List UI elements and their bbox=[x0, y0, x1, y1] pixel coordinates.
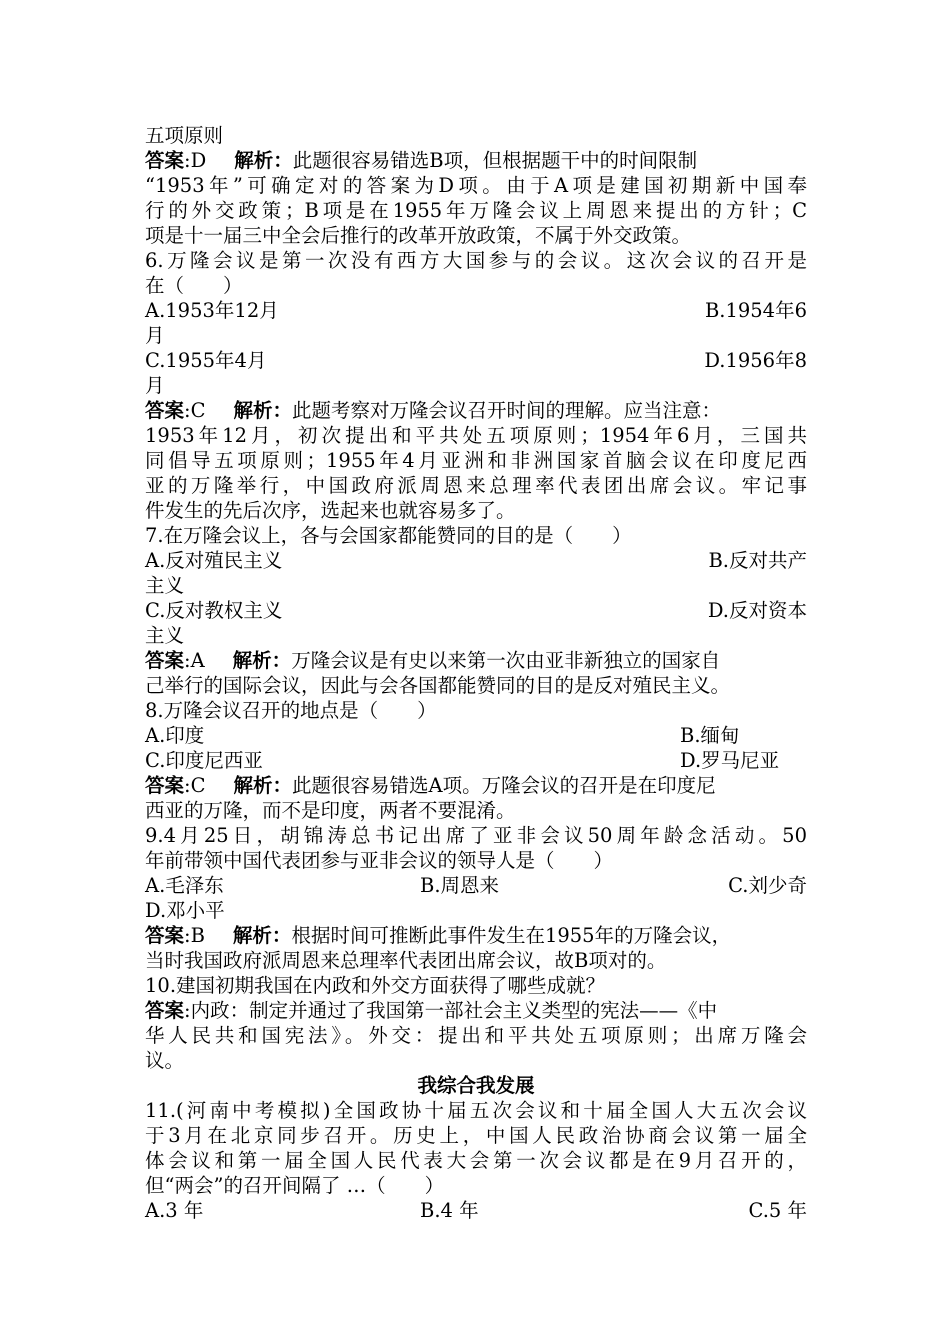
text-line: 己举行的国际会议，因此与会各国都能赞同的目的是反对殖民主义。 bbox=[145, 674, 731, 697]
option-d: D.1956年8 bbox=[704, 349, 807, 372]
option-d: D.邓小平 bbox=[145, 899, 225, 922]
explanation-label: 解析： bbox=[232, 649, 292, 672]
option-a: A.反对殖民主义 bbox=[145, 549, 283, 572]
question-line: 10.建国初期我国在内政和外交方面获得了哪些成就？ bbox=[145, 974, 606, 997]
answer-label: 答案 bbox=[145, 399, 185, 422]
explanation-text: 此题很容易错选A项。万隆会议的召开是在印度尼 bbox=[292, 774, 716, 797]
option-d: D.罗马尼亚 bbox=[680, 749, 780, 772]
answer-label: 答案 bbox=[145, 924, 185, 947]
options-row bbox=[145, 548, 807, 573]
explanation-label: 解析： bbox=[232, 924, 292, 947]
text-line: “1953年”可确定对的答案为D项。由于A项是建国初期新中国奉 bbox=[145, 174, 807, 197]
options-row bbox=[145, 348, 807, 373]
explanation-label: 解析： bbox=[234, 149, 293, 172]
text-line: 项是十一届三中全会后推行的改革开放政策，不属于外交政策。 bbox=[145, 224, 692, 247]
option-wrap: 月 bbox=[145, 374, 165, 397]
option-c: C.印度尼西亚 bbox=[145, 749, 263, 772]
options-row bbox=[145, 298, 807, 323]
question-line: 于3月在北京同步召开。历史上，中国人民政治协商会议第一届全 bbox=[145, 1124, 807, 1147]
option-b: B.1954年6 bbox=[704, 299, 807, 322]
option-wrap: 主义 bbox=[145, 574, 185, 597]
answer-label: 答案 bbox=[145, 774, 185, 797]
options-row bbox=[145, 748, 807, 773]
explanation-text: 万隆会议是有史以来第一次由亚非新独立的国家自 bbox=[291, 649, 721, 672]
answer-value: :A bbox=[184, 649, 205, 672]
text-line: 五项原则 bbox=[145, 124, 224, 147]
text-line: 华人民共和国宪法》。外交：提出和平共处五项原则；出席万隆会 bbox=[145, 1024, 807, 1047]
answer-value: :内政：制定并通过了我国第一部社会主义类型的宪法——《中 bbox=[184, 999, 718, 1022]
option-a: A.1953年12月 bbox=[145, 299, 279, 322]
option-c: C.1955年4月 bbox=[145, 349, 267, 372]
text-line: 件发生的先后次序，选起来也就容易多了。 bbox=[145, 499, 516, 522]
explanation-text: 此题很容易错选B项，但根据题干中的时间限制 bbox=[292, 149, 698, 172]
option-a: A.毛泽东 bbox=[145, 874, 224, 897]
options-row bbox=[145, 598, 807, 623]
question-line: 体会议和第一届全国人民代表大会第一次会议都是在9月召开的， bbox=[145, 1149, 807, 1172]
text-line: 同倡导五项原则；1955年4月亚洲和非洲国家首脑会议在印度尼西 bbox=[145, 449, 807, 472]
question-line: 8.万隆会议召开的地点是（ ） bbox=[145, 699, 437, 722]
option-d: D.反对资本 bbox=[707, 599, 807, 622]
question-line: 11.(河南中考模拟)全国政协十届五次会议和十届全国人大五次会议 bbox=[145, 1099, 807, 1122]
explanation-text: 此题考察对万隆会议召开时间的理解。应当注意： bbox=[292, 399, 722, 422]
document-body bbox=[145, 123, 807, 1223]
question-line: 6.万隆会议是第一次没有西方大国参与的会议。这次会议的召开是 bbox=[145, 249, 807, 272]
explanation-label: 解析： bbox=[233, 399, 293, 422]
question-line: 但“两会”的召开间隔了 …（ ） bbox=[145, 1174, 445, 1197]
explanation-label: 解析： bbox=[233, 774, 293, 797]
answer-label: 答案 bbox=[145, 149, 185, 172]
option-wrap: 主义 bbox=[145, 624, 185, 647]
answer-label: 答案 bbox=[145, 649, 185, 672]
option-b: B.反对共产 bbox=[708, 549, 807, 572]
options-row bbox=[145, 723, 807, 748]
option-wrap: 月 bbox=[145, 324, 165, 347]
explanation-text: 根据时间可推断此事件发生在1955年的万隆会议， bbox=[291, 924, 732, 947]
option-a: A.印度 bbox=[145, 724, 205, 747]
text-line: 行的外交政策；B项是在1955年万隆会议上周恩来提出的方针；C bbox=[145, 199, 807, 222]
option-a: A.3 年 bbox=[145, 1199, 204, 1222]
option-c: C.5 年 bbox=[748, 1199, 807, 1222]
answer-line bbox=[145, 148, 807, 173]
option-c: C.刘少奇 bbox=[728, 874, 807, 897]
answer-value: :C bbox=[184, 399, 206, 422]
question-line: 7.在万隆会议上，各与会国家都能赞同的目的是（ ） bbox=[145, 524, 632, 547]
text-line: 1953年12月，初次提出和平共处五项原则；1954年6月，三国共 bbox=[145, 424, 807, 447]
answer-value: :D bbox=[184, 149, 207, 172]
answer-label: 答案 bbox=[145, 999, 185, 1022]
answer-line bbox=[145, 998, 807, 1023]
answer-value: :B bbox=[184, 924, 205, 947]
options-row bbox=[145, 873, 807, 898]
text-line: 西亚的万隆，而不是印度，两者不要混淆。 bbox=[145, 799, 516, 822]
text-line: 议。 bbox=[145, 1049, 185, 1072]
question-line: 年前带领中国代表团参与亚非会议的领导人是（ ） bbox=[145, 849, 614, 872]
option-b: B.4 年 bbox=[420, 1199, 479, 1222]
text-line: 当时我国政府派周恩来总理率代表团出席会议，故B项对的。 bbox=[145, 949, 667, 972]
option-b: B.缅甸 bbox=[680, 724, 740, 747]
answer-line bbox=[145, 648, 807, 673]
answer-line bbox=[145, 923, 807, 948]
option-b: B.周恩来 bbox=[420, 874, 500, 897]
section-title: 我综合我发展 bbox=[417, 1074, 535, 1097]
answer-value: :C bbox=[184, 774, 206, 797]
answer-line bbox=[145, 773, 807, 798]
question-line: 9.4月25日，胡锦涛总书记出席了亚非会议50周年龄念活动。50 bbox=[145, 824, 807, 847]
option-c: C.反对教权主义 bbox=[145, 599, 283, 622]
question-line: 在（ ） bbox=[145, 274, 243, 297]
answer-line bbox=[145, 398, 807, 423]
text-line: 亚的万隆举行，中国政府派周恩来总理率代表团出席会议。牢记事 bbox=[145, 474, 807, 497]
options-row bbox=[145, 1198, 807, 1223]
